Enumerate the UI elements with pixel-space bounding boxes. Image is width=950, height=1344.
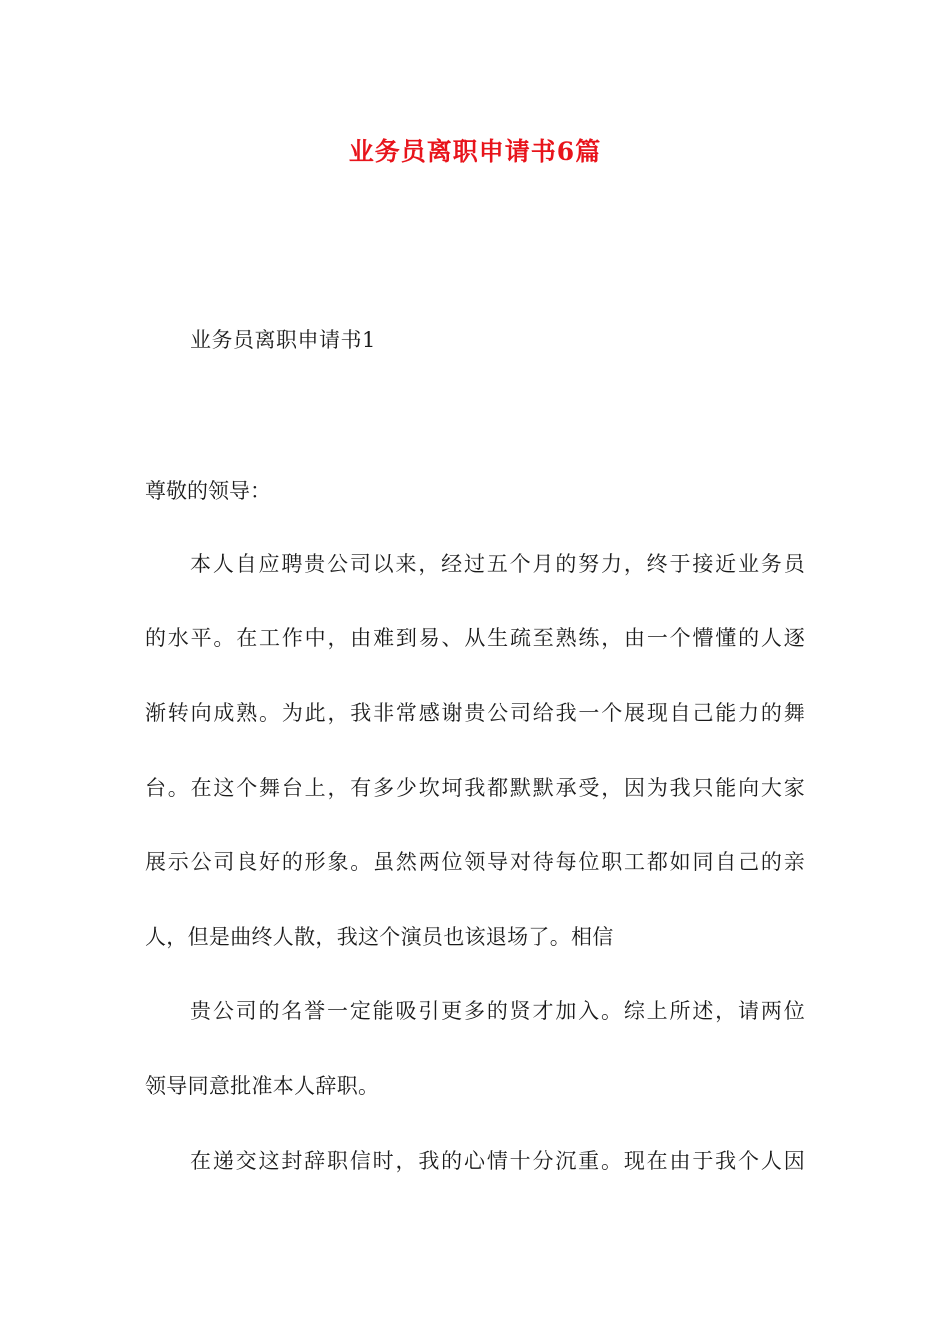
salutation: 尊敬的领导： bbox=[145, 479, 271, 503]
body-line-9: 在递交这封辞职信时，我的心情十分沉重。现在由于我个人因 bbox=[190, 1149, 805, 1173]
body-line-2: 的水平。在工作中，由难到易、从生疏至熟练，由一个懵懂的人逐 bbox=[145, 626, 805, 650]
document-title: 业务员离职申请书6篇 bbox=[348, 137, 602, 166]
section-heading: 业务员离职申请书1 bbox=[190, 328, 376, 352]
body-line-7: 贵公司的名誉一定能吸引更多的贤才加入。综上所述，请两位 bbox=[190, 999, 805, 1023]
body-line-5: 展示公司良好的形象。虽然两位领导对待每位职工都如同自己的亲 bbox=[145, 850, 805, 874]
body-line-8: 领导同意批准本人辞职。 bbox=[145, 1074, 380, 1098]
body-line-1: 本人自应聘贵公司以来，经过五个月的努力，终于接近业务员 bbox=[190, 552, 805, 576]
body-line-6: 人，但是曲终人散，我这个演员也该退场了。相信 bbox=[145, 925, 614, 949]
body-line-4: 台。在这个舞台上，有多少坎坷我都默默承受，因为我只能向大家 bbox=[145, 776, 805, 800]
body-line-3: 渐转向成熟。为此，我非常感谢贵公司给我一个展现自己能力的舞 bbox=[145, 701, 805, 725]
